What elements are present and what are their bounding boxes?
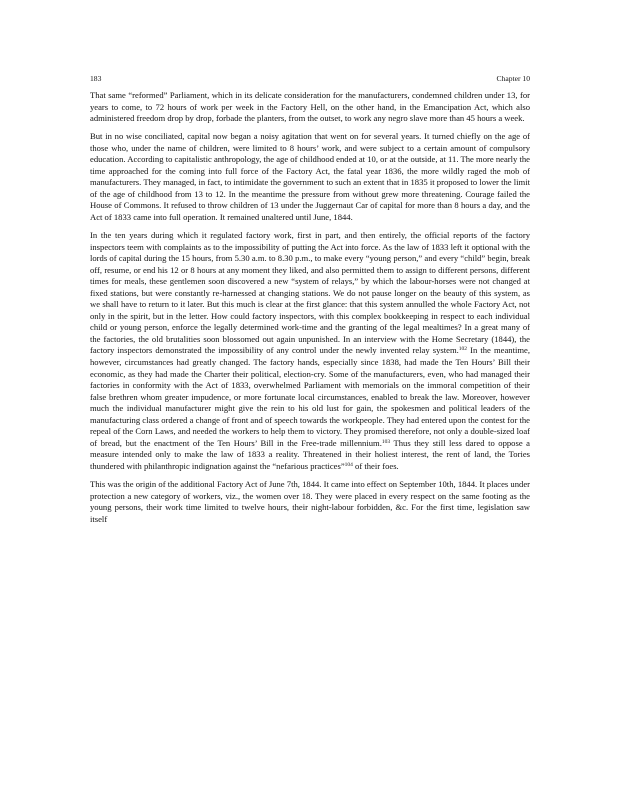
paragraph-text: In the meantime, however, circumstances had greatly changed. The factory hands, especially since 1838, had made the Ten Hours’ Bill their economic, as they had made the Charter their political, election-cry. Some of the manufacturers, even, who had managed their factories in conformity with the Act of 1833, overwhelmed Parliament with memorials on the immoral competition of their false brethren whom greater impudence, or more fortunate local circumstances, enabled to break the law. Moreover, however much the individual manufacturer might give the rein to his old lust for gain, the spokesmen and political leaders of the manufacturing class ordered a change of front and of speech towards the workpeople. They had entered upon the contest for the repeal of the Corn Laws, and needed the workers to help them to victory. They promised therefore, not only a double-sized loaf of bread, but the enactment of the Ten Hours’ Bill in the Free-trade millennium. (90, 345, 530, 448)
footnote-ref-104[interactable]: 104 (344, 461, 353, 468)
footnote-ref-103[interactable]: 103 (381, 438, 391, 445)
paragraph-text: Thus they still less dared to oppose a measure intended only to make the law of 1833 a reality. Threatened in their holiest interest, the rent of land, the Tories thundered with philanthropic indignation against the “nefarious practices” (90, 437, 530, 471)
paragraph-text: In the ten years during which it regulated factory work, first in part, and then entirely, the official reports of the factory inspectors teem with complaints as to the impossibility of putting the Act into force. As the law of 1833 left it optional with the lords of capital during the 15 hours, from 5.30 a.m. to 8.30 p.m., to make every “young person,” and every “child” begin, break off, resume, or end his 12 or 8 hours at any moment they liked, and also permitted them to assign to different persons, different times for meals, these gentlemen soon discovered a new “system of relays,” by which the labour-horses were not changed at fixed stations, but were constantly re-harnessed at changing stations. We do not pause longer on the beauty of this system, as we shall have to return to it later. But this much is clear at the first glance: that this system annulled the whole Factory Act, not only in the spirit, but in the letter. How could factory inspectors, with this complex bookkeeping in respect to each individual child or young person, enforce the legally determined work-time and the granting of the legal mealtimes? In a great many of the factories, the old brutalities soon blossomed out again unpunished. In an interview with the Home Secretary (1844), the factory inspectors demonstrated the impossibility of any control under the newly invented relay system. (90, 230, 530, 356)
paragraph-text: But in no wise conciliated, capital now began a noisy agitation that went on for several years. It turned chiefly on the age of those who, under the name of children, were limited to 8 hours’ work, and were subject to a certain amount of compulsory education. According to capitalistic anthropology, the age of childhood ended at 10, or at the outside, at 11. The more nearly the time approached for the coming into full force of the Factory Act, the fatal year 1836, the more wildly raged the mob of manufacturers. They managed, in fact, to intimidate the government to such an extent that in 1835 it proposed to lower the limit of the age of childhood from 13 to 12. In the meantime the pressure from without grew more threatening. Courage failed the House of Commons. It refused to throw children of 13 under the Juggernaut Car of capital for more than 8 hours a day, and the Act of 1833 came into full operation. It remained unaltered until June, 1844. (90, 131, 530, 222)
paragraph-text: That same “reformed” Parliament, which in its delicate consideration for the manufacturers, condemned children under 13, for years to come, to 72 hours of work per week in the Factory Hell, on the other hand, in the Emancipation Act, which also administered freedom drop by drop, forbade the planters, from the outset, to work any negro slave more than 45 hours a week. (90, 90, 530, 124)
paragraph-3 (90, 230, 530, 472)
paragraph-1 (90, 90, 530, 125)
footnote-ref-102[interactable]: 102 (458, 346, 468, 353)
page-number: 183 (90, 74, 102, 83)
paragraph-text: of their foes. (352, 460, 399, 471)
running-head (90, 74, 530, 83)
chapter-label: Chapter 10 (496, 74, 530, 83)
paragraph-text: This was the origin of the additional Factory Act of June 7th, 1844. It came into effect on September 10th, 1844. It places under protection a new category of workers, viz., the women over 18. They were placed in every respect on the same footing as the young persons, their work time limited to twelve hours, their night-labour forbidden, &c. For the first time, legislation saw itself (90, 479, 530, 524)
document-page (90, 74, 530, 532)
paragraph-2 (90, 131, 530, 223)
paragraph-4 (90, 479, 530, 525)
